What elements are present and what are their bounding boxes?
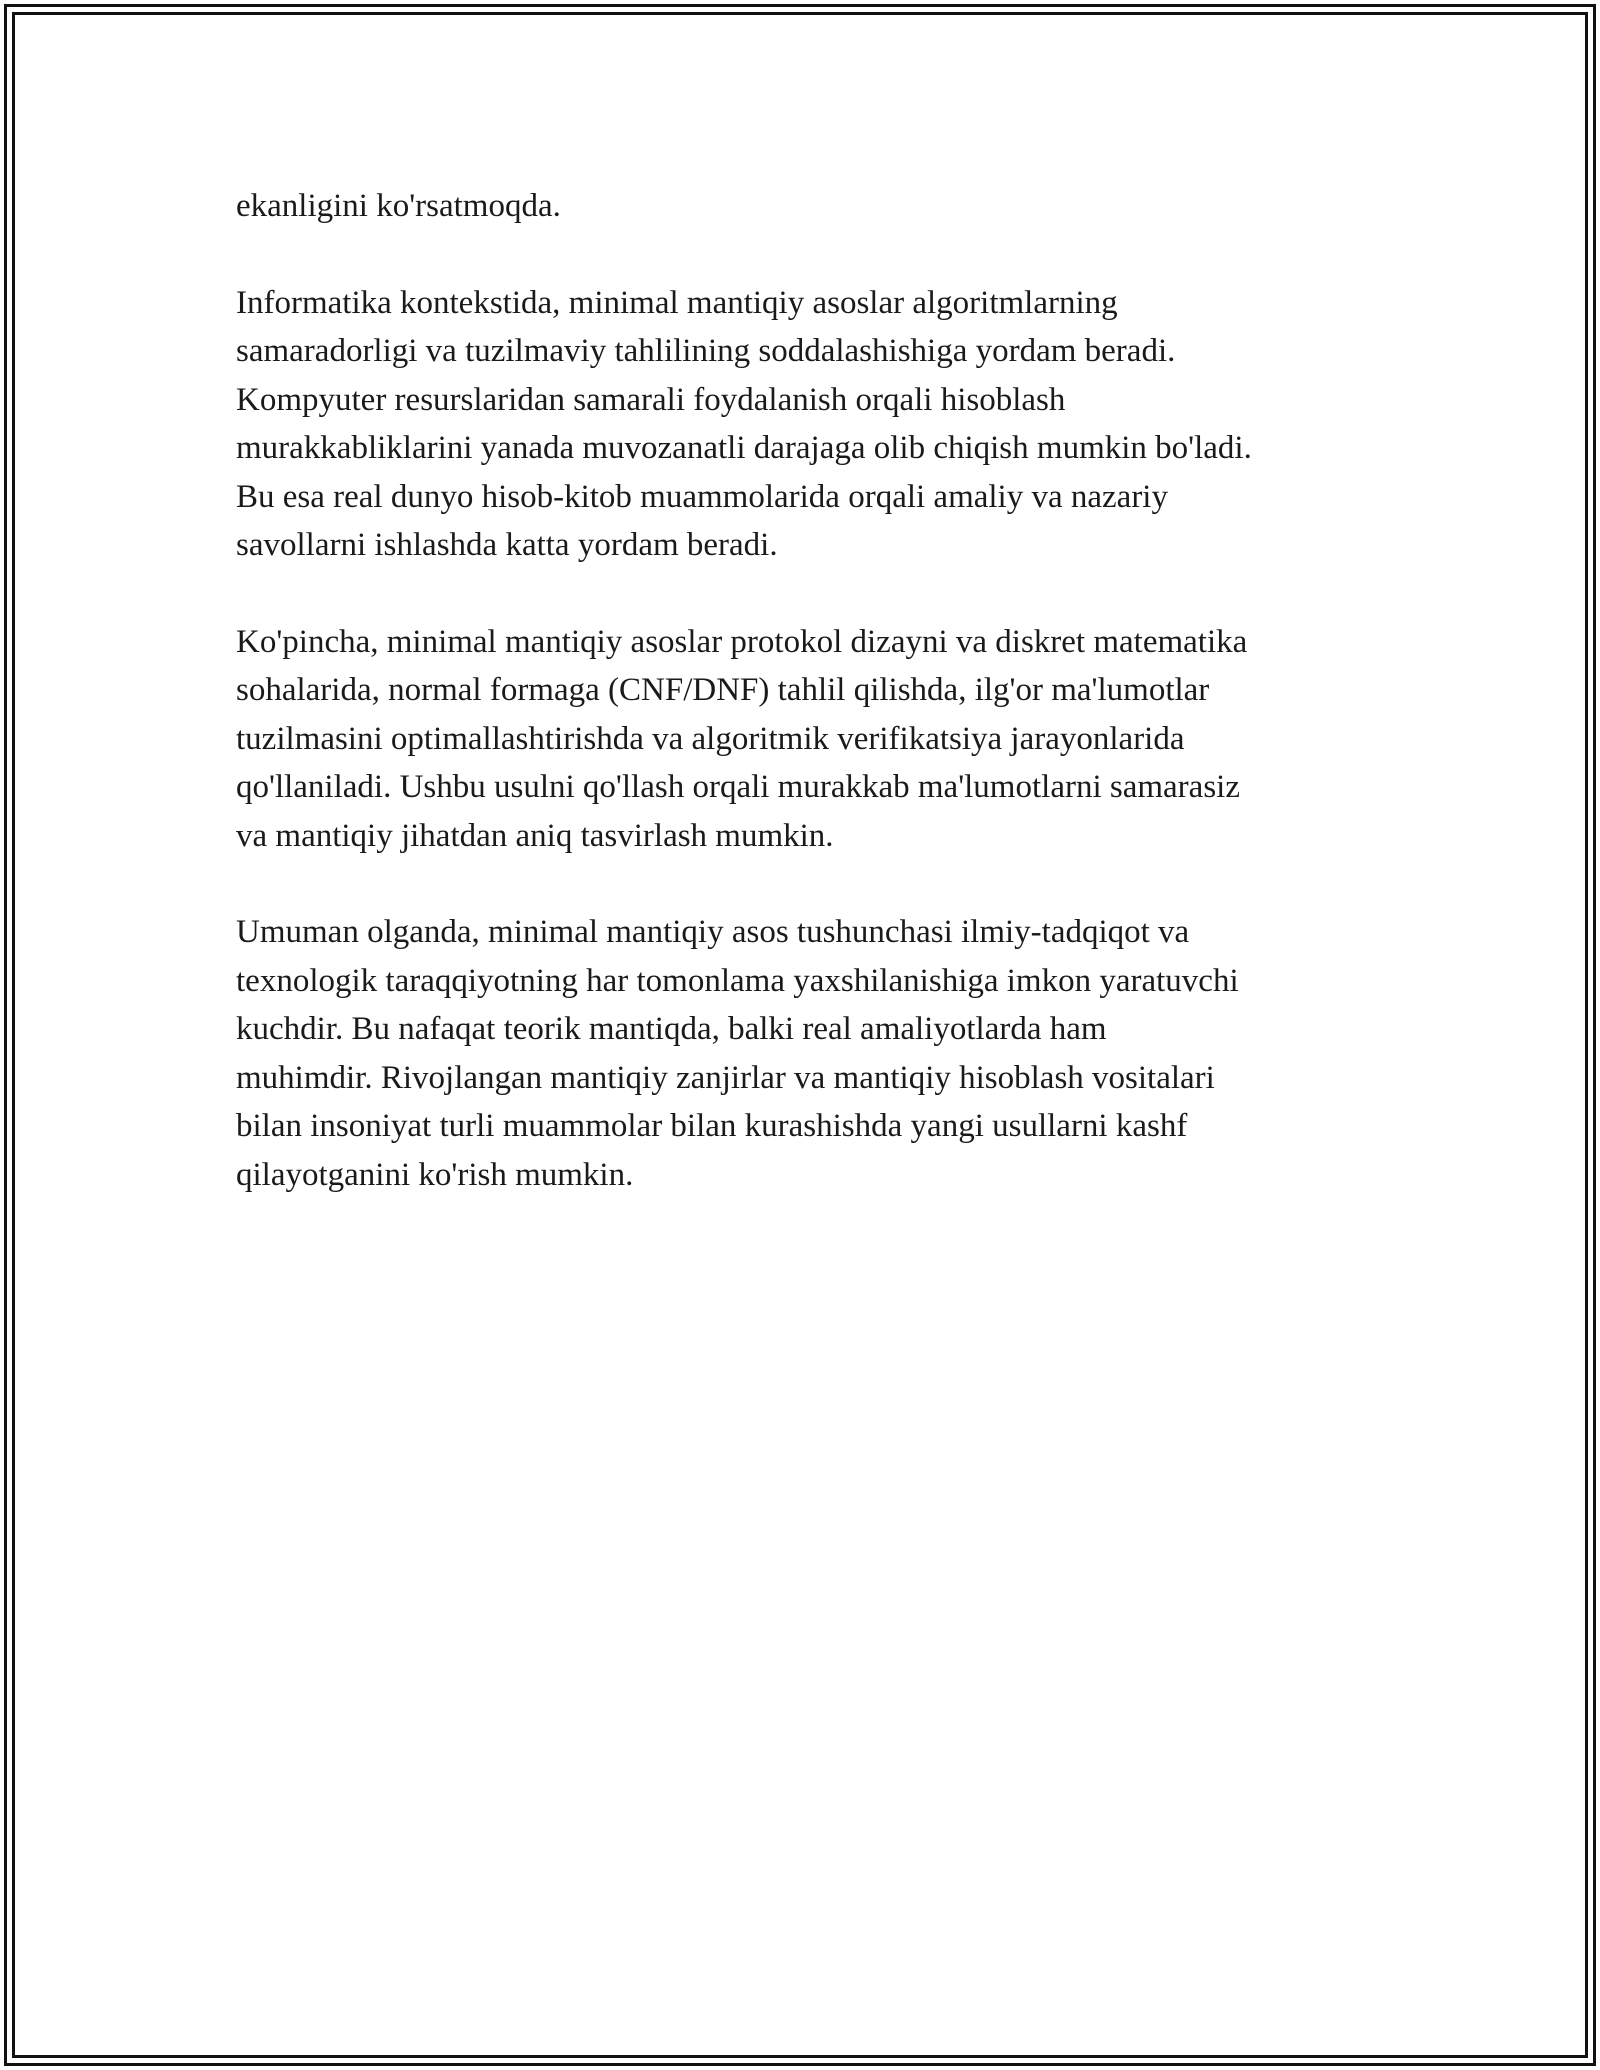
- text-line: Informatika kontekstida, minimal mantiqiy asoslar algoritmlarning: [236, 284, 1118, 321]
- text-line: savollarni ishlashda katta yordam beradi.: [236, 527, 778, 563]
- paragraph-2: [236, 279, 1376, 570]
- text-line: sohalarida, normal formaga (CNF/DNF) tahlil qilishda, ilg'or ma'lumotlar: [236, 672, 1210, 708]
- text-line: muhimdir. Rivojlangan mantiqiy zanjirlar va mantiqiy hisoblash vositalari: [236, 1059, 1215, 1096]
- text-line: murakkabliklarini yanada muvozanatli darajaga olib chiqish mumkin bo'ladi.: [236, 430, 1252, 466]
- paragraph-1: [236, 182, 1376, 231]
- text-line: kuchdir. Bu nafaqat teorik mantiqda, balki real amaliyotlarda ham: [236, 1011, 1107, 1047]
- text-line: tuzilmasini optimallashtirishda va algoritmik verifikatsiya jarayonlarida: [236, 720, 1185, 757]
- text-line: bilan insoniyat turli muammolar bilan kurashishda yangi usullarni kashf: [236, 1108, 1188, 1144]
- text-line: Ko'pincha, minimal mantiqiy asoslar protokol dizayni va diskret matematika: [236, 623, 1248, 660]
- text-line: qilayotganini ko'rish mumkin.: [236, 1156, 634, 1193]
- paragraph-4: [236, 908, 1376, 1199]
- text-line: texnologik taraqqiyotning har tomonlama yaxshilanishiga imkon yaratuvchi: [236, 962, 1239, 999]
- text-line: qo'llaniladi. Ushbu usulni qo'llash orqali murakkab ma'lumotlarni samarasiz: [236, 769, 1240, 805]
- document-body: [236, 182, 1376, 1247]
- text-line: Umuman olganda, minimal mantiqiy asos tushunchasi ilmiy-tadqiqot va: [236, 914, 1190, 950]
- text-line: samaradorligi va tuzilmaviy tahlilining soddalashishiga yordam beradi.: [236, 333, 1176, 369]
- paragraph-3: [236, 618, 1376, 861]
- text-line: ekanligini ko'rsatmoqda.: [236, 188, 561, 224]
- text-line: Kompyuter resurslaridan samarali foydalanish orqali hisoblash: [236, 381, 1066, 418]
- text-line: Bu esa real dunyo hisob-kitob muammolarida orqali amaliy va nazariy: [236, 478, 1168, 515]
- text-line: va mantiqiy jihatdan aniq tasvirlash mumkin.: [236, 817, 834, 854]
